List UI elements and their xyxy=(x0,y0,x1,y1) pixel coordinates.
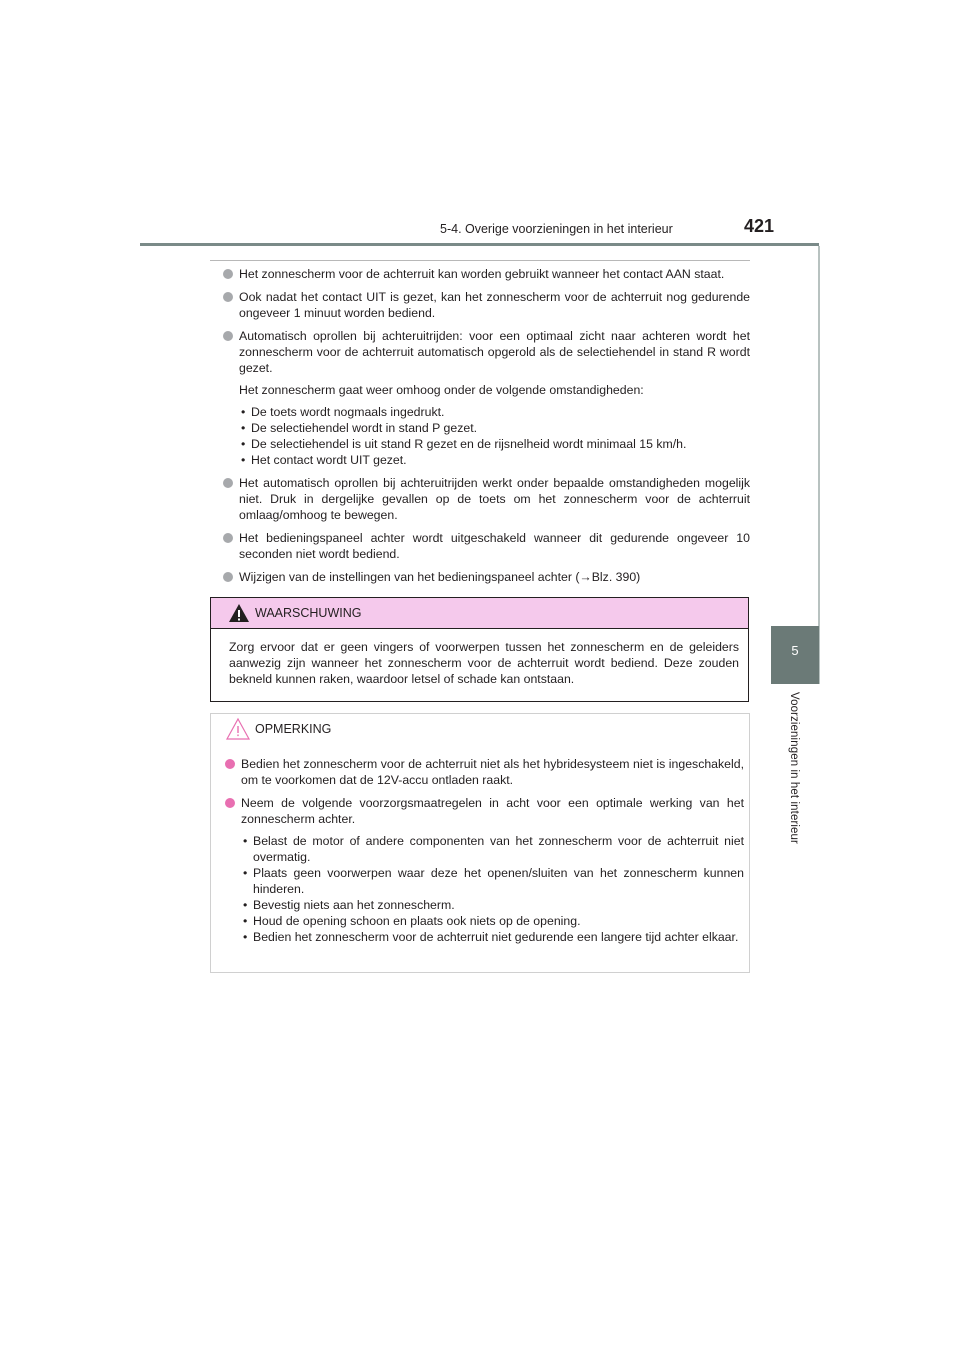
rollup-note: Het zonnescherm gaat weer omhoog onder de volgende omstandigheden: xyxy=(239,383,644,397)
warning-label: WAARSCHUWING xyxy=(255,606,362,620)
chapter-tab: 5 xyxy=(771,626,819,684)
list-item: • Houd de opening schoon en plaats ook niets op de opening. xyxy=(241,913,744,929)
note-box xyxy=(210,713,750,973)
list-item: Bedien het zonnescherm voor de achterruit niet als het hybridesysteem niet is ingeschakeld, om te voorkomen dat de 12V-accu ontladen raakt. xyxy=(224,756,744,788)
list-item: • Plaats geen voorwerpen waar deze het openen/sluiten van het zonnescherm kunnen hinderen. xyxy=(241,865,744,897)
bullet-icon xyxy=(223,292,233,302)
section-title: 5-4. Overige voorzieningen in het interieur xyxy=(440,222,673,236)
list-item: • De selectiehendel is uit stand R gezet en de rijsnelheid wordt minimaal 15 km/h. xyxy=(239,436,750,452)
list-item: Het automatisch oprollen bij achteruitrijden werkt onder bepaalde omstandigheden mogelijk niet. Druk in dergelijke gevallen op de toets om het zonnescherm voor de achterruit omlaag/omhoog te bewegen. xyxy=(222,475,750,523)
list-item: • Bedien het zonnescherm voor de achterruit niet gedurende een langere tijd achter elkaar. xyxy=(241,929,744,945)
caution-triangle-icon xyxy=(225,717,251,741)
side-strip xyxy=(818,246,820,684)
precautions-list xyxy=(241,833,744,945)
list-item: • De toets wordt nogmaals ingedrukt. xyxy=(239,404,750,420)
list-item: Ook nadat het contact UIT is gezet, kan het zonnescherm voor de achterruit nog gedurende ongeveer 1 minuut worden bediend. xyxy=(222,289,750,321)
bullet-icon xyxy=(223,269,233,279)
page-number: 421 xyxy=(744,216,775,236)
warning-header xyxy=(211,598,748,629)
note-body xyxy=(224,756,744,952)
warning-box xyxy=(210,597,749,702)
list-item: Wijzigen van de instellingen van het bedieningspaneel achter (→Blz. 390) xyxy=(222,569,750,585)
warning-triangle-icon xyxy=(228,603,250,623)
bullet-icon xyxy=(223,572,233,582)
bullet-icon xyxy=(223,533,233,543)
rollup-conditions xyxy=(239,404,750,468)
list-item: Automatisch oprollen bij achteruitrijden: voor een optimaal zicht naar achteren wordt het zonnescherm voor de achterruit automatisch opgerold als de selectiehendel in stand R wordt gezet. Het zonnescherm gaat weer omhoog onder de volgende omstandigheden: • De toets wordt nogmaals ingedrukt. • De selectiehendel wordt in stand P gezet. • De selectiehendel is uit stand R gezet en de rijsnelheid wordt minimaal 15 km/h. • Het contact wordt UIT gezet. xyxy=(222,328,750,468)
warning-text: Zorg ervoor dat er geen vingers of voorwerpen tussen het zonnescherm en de geleiders aanwezig zijn wanneer het zonnescherm voor de achterruit wordt bediend. Deze zouden bekneld kunnen raken, waardoor letsel of schade kan ontstaan. xyxy=(229,640,739,686)
list-item: Neem de volgende voorzorgsmaatregelen in acht voor een optimale werking van het zonnescherm achter. • Belast de motor of andere componenten van het zonnescherm voor de achterruit niet overmatig. • Plaats geen voorwerpen waar deze het openen/sluiten van het zonnescherm kunnen hinderen. • Bevestig niets aan het zonnescherm. • Houd de opening schoon en plaats ook niets op de opening. • Bedien het zonnescherm voor de achterruit niet gedurende een langere tijd achter elkaar. xyxy=(224,795,744,945)
content-top-rule xyxy=(210,260,750,261)
list-item: • Bevestig niets aan het zonnescherm. xyxy=(241,897,744,913)
list-item: • Het contact wordt UIT gezet. xyxy=(239,452,750,468)
chapter-title: Voorzieningen in het interieur xyxy=(788,692,800,844)
list-item: Het zonnescherm voor de achterruit kan worden gebruikt wanneer het contact AAN staat. xyxy=(222,266,750,282)
list-item: Het bedieningspaneel achter wordt uitgeschakeld wanneer dit gedurende ongeveer 10 seconden niet wordt bediend. xyxy=(222,530,750,562)
main-content xyxy=(222,266,750,592)
bullet-icon xyxy=(223,331,233,341)
list-item: • Belast de motor of andere componenten van het zonnescherm voor de achterruit niet overmatig. xyxy=(241,833,744,865)
bullet-icon xyxy=(225,798,235,808)
note-label: OPMERKING xyxy=(255,722,332,736)
bullet-icon xyxy=(225,759,235,769)
bullet-icon xyxy=(223,478,233,488)
list-item: • De selectiehendel wordt in stand P gezet. xyxy=(239,420,750,436)
header-rule xyxy=(140,243,819,246)
